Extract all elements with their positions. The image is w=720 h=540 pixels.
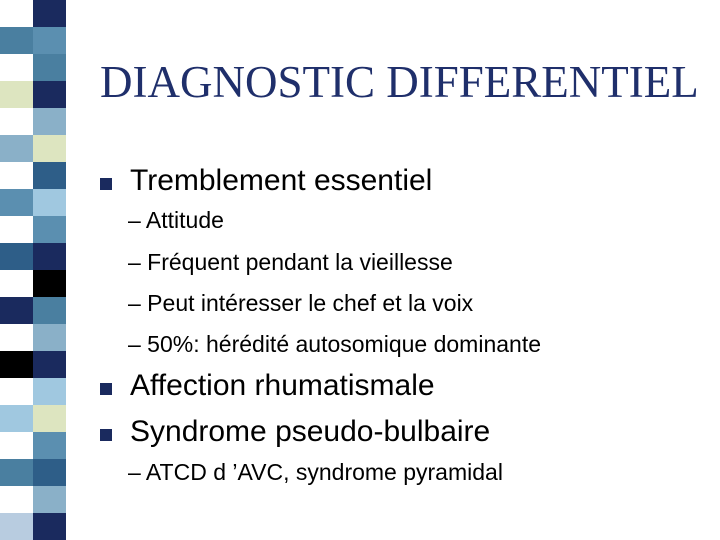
stripe-block <box>33 297 66 324</box>
bullet-affection: Affection rhumatismale <box>130 369 435 402</box>
stripe-block <box>33 378 66 405</box>
slide-title: DIAGNOSTIC DIFFERENTIEL <box>100 57 699 107</box>
stripe-block <box>0 81 33 108</box>
subitem-atcd: – ATCD d ’AVC, syndrome pyramidal <box>128 459 503 485</box>
bullet-syndrome: Syndrome pseudo-bulbaire <box>130 415 491 448</box>
subitem-attitude: – Attitude <box>128 207 224 233</box>
stripe-block <box>0 459 33 486</box>
stripe-block <box>0 513 33 540</box>
stripe-block <box>33 216 66 243</box>
subitem-frequent: – Fréquent pendant la vieillesse <box>128 249 453 275</box>
stripe-block <box>0 189 33 216</box>
stripe-block <box>33 0 66 27</box>
stripe-block <box>0 405 33 432</box>
stripe-block <box>0 27 33 54</box>
stripe-block <box>33 432 66 459</box>
bullet-marker-icon <box>100 429 112 441</box>
stripe-block <box>33 162 66 189</box>
bullet-marker-icon <box>100 178 112 190</box>
stripe-block <box>0 135 33 162</box>
subitem-heredite: – 50%: hérédité autosomique dominante <box>128 331 542 357</box>
bullet-tremblement: Tremblement essentiel <box>130 164 433 197</box>
stripe-block <box>33 405 66 432</box>
bullet-marker-icon <box>100 383 112 395</box>
stripe-block <box>33 54 66 81</box>
stripe-block <box>33 324 66 351</box>
stripe-block <box>33 108 66 135</box>
stripe-block <box>33 486 66 513</box>
stripe-block <box>0 297 33 324</box>
stripe-block <box>33 351 66 378</box>
decorative-stripe <box>0 0 66 540</box>
subitem-chef-voix: – Peut intéresser le chef et la voix <box>128 290 474 316</box>
stripe-block <box>33 243 66 270</box>
stripe-block <box>33 513 66 540</box>
stripe-block <box>0 351 33 378</box>
stripe-block <box>33 459 66 486</box>
stripe-block <box>33 189 66 216</box>
stripe-block <box>0 243 33 270</box>
stripe-block <box>33 270 66 297</box>
stripe-block <box>33 135 66 162</box>
stripe-block <box>33 81 66 108</box>
stripe-block <box>33 27 66 54</box>
